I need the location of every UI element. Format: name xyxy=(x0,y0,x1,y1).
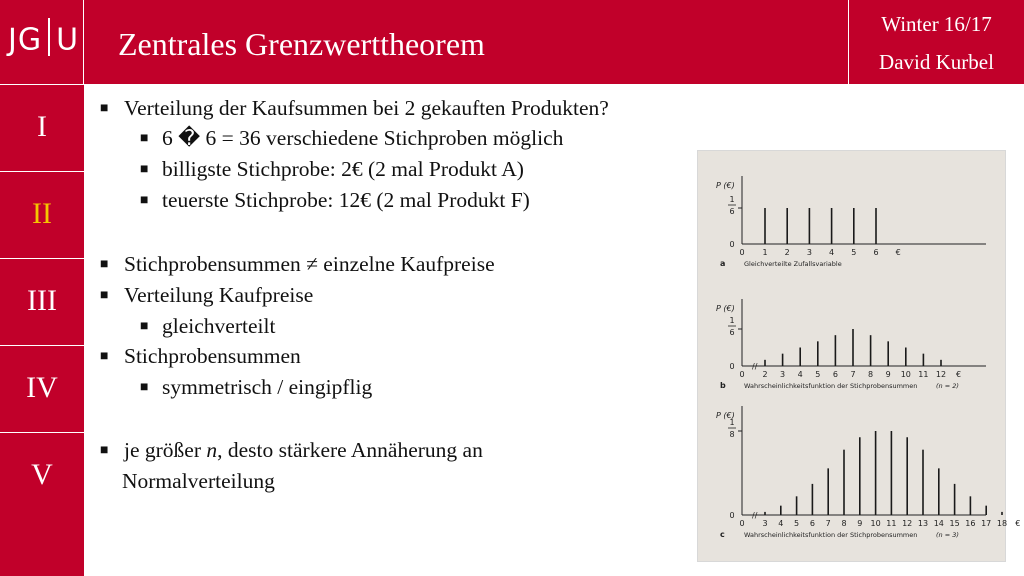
panel-letter: a xyxy=(720,259,726,268)
axis-break-mark: // xyxy=(752,362,758,371)
bullet-item: ■ je größer n, desto stärkere Annäherung an xyxy=(100,438,483,462)
x-tick-label: 5 xyxy=(815,370,821,379)
distribution-plots xyxy=(698,151,1021,561)
y-ref-denominator: 6 xyxy=(729,328,735,337)
header-bar xyxy=(0,0,1024,84)
x-tick-label: 13 xyxy=(917,519,929,528)
x-tick-label: 4 xyxy=(778,519,784,528)
x-tick-label: 7 xyxy=(825,519,831,528)
panel-letter: c xyxy=(720,530,725,539)
x-tick-label: 6 xyxy=(809,519,815,528)
x-tick-label: 9 xyxy=(885,370,891,379)
x-tick-label: 7 xyxy=(850,370,856,379)
x-tick-label: € xyxy=(1015,519,1021,528)
x-tick-label: 0 xyxy=(739,370,745,379)
x-tick-label: 4 xyxy=(829,248,835,257)
y-ref-numerator: 1 xyxy=(729,195,735,204)
y-ref-numerator: 1 xyxy=(729,418,735,427)
x-tick-label: 11 xyxy=(918,370,929,379)
logo-divider xyxy=(48,18,50,56)
y-ref-numerator: 1 xyxy=(729,316,735,325)
x-tick-label: 14 xyxy=(933,519,944,528)
bullet-continuation: Normalverteilung xyxy=(122,469,275,493)
x-tick-label: 8 xyxy=(868,370,874,379)
x-tick-label: 5 xyxy=(794,519,800,528)
x-tick-label: 11 xyxy=(886,519,897,528)
square-bullet-icon: ■ xyxy=(140,319,149,334)
x-tick-label: 12 xyxy=(902,519,913,528)
y-ref-denominator: 6 xyxy=(729,207,735,216)
x-tick-label: 15 xyxy=(949,519,960,528)
square-bullet-icon: ■ xyxy=(100,101,109,116)
semester-label: Winter 16/17 xyxy=(881,12,992,36)
bullet-item: ■ Verteilung Kaufpreise xyxy=(100,283,314,307)
x-tick-label: 3 xyxy=(806,248,812,257)
axis-break-mark: // xyxy=(752,511,758,520)
bullet-item: ■ Stichprobensummen xyxy=(100,344,301,368)
y-ref-denominator: 8 xyxy=(729,430,735,439)
x-tick-label: 3 xyxy=(780,370,786,379)
bullet-item: ■ Verteilung der Kaufsummen bei 2 gekauften Produkten? xyxy=(100,96,609,120)
x-tick-label: 2 xyxy=(784,248,790,257)
y-axis-label: P (€) xyxy=(716,411,735,420)
nav-item-2[interactable]: II xyxy=(0,171,84,255)
sub-bullet-item: ■ symmetrisch / eingipflig xyxy=(140,375,373,399)
x-tick-label: 10 xyxy=(870,519,881,528)
panel-letter: b xyxy=(720,381,726,390)
y-zero-label: 0 xyxy=(729,511,735,520)
nav-item-3[interactable]: III xyxy=(0,258,84,342)
x-tick-label: 6 xyxy=(832,370,838,379)
x-tick-label: € xyxy=(895,248,901,257)
author-label: David Kurbel xyxy=(879,50,994,74)
logo-text-right: U xyxy=(56,22,80,58)
square-bullet-icon: ■ xyxy=(100,288,109,303)
y-axis-label: P (€) xyxy=(716,181,735,190)
sub-bullet-item: ■ billigste Stichprobe: 2€ (2 mal Produkt A) xyxy=(140,157,524,181)
x-tick-label: 6 xyxy=(873,248,879,257)
y-zero-label: 0 xyxy=(729,240,735,249)
square-bullet-icon: ■ xyxy=(140,193,149,208)
info-box xyxy=(848,0,1024,84)
slide-title: Zentrales Grenzwerttheorem xyxy=(118,26,485,62)
x-tick-label: 12 xyxy=(935,370,947,379)
square-bullet-icon: ■ xyxy=(140,131,149,146)
x-tick-label: € xyxy=(956,370,962,379)
nav-item-1[interactable]: I xyxy=(0,84,84,168)
x-tick-label: 18 xyxy=(996,519,1008,528)
x-tick-label: 3 xyxy=(762,519,768,528)
x-tick-label: 10 xyxy=(900,370,911,379)
x-tick-label: 0 xyxy=(739,248,745,257)
x-tick-label: 9 xyxy=(857,519,863,528)
chapter-sidebar xyxy=(0,84,84,576)
x-tick-label: 5 xyxy=(851,248,857,257)
y-axis-label: P (€) xyxy=(716,304,735,313)
logo-cell xyxy=(0,0,84,84)
sub-bullet-item: ■ teuerste Stichprobe: 12€ (2 mal Produkt F) xyxy=(140,188,530,212)
nav-item-5[interactable]: V xyxy=(0,432,84,516)
square-bullet-icon: ■ xyxy=(100,443,109,458)
logo-text-left: JG xyxy=(8,22,43,58)
panel-n-label: (n = 2) xyxy=(936,382,959,390)
x-tick-label: 0 xyxy=(739,519,745,528)
bullet-item: ■ Stichprobensummen ≠ einzelne Kaufpreise xyxy=(100,252,495,276)
panel-caption: Wahrscheinlichkeitsfunktion der Stichprobensummen xyxy=(744,531,918,539)
square-bullet-icon: ■ xyxy=(100,257,109,272)
panel-n-label: (n = 3) xyxy=(936,531,959,539)
y-zero-label: 0 xyxy=(729,362,735,371)
nav-item-4[interactable]: IV xyxy=(0,345,84,429)
x-tick-label: 1 xyxy=(762,248,768,257)
panel-caption: Gleichverteilte Zufallsvariable xyxy=(744,260,842,268)
square-bullet-icon: ■ xyxy=(100,349,109,364)
x-tick-label: 17 xyxy=(981,519,992,528)
sub-bullet-item: ■ 6 � 6 = 36 verschiedene Stichproben möglich xyxy=(140,126,564,150)
square-bullet-icon: ■ xyxy=(140,162,149,177)
x-tick-label: 4 xyxy=(797,370,803,379)
square-bullet-icon: ■ xyxy=(140,380,149,395)
sub-bullet-item: ■ gleichverteilt xyxy=(140,314,276,338)
jgu-logo xyxy=(8,22,79,60)
distribution-figure xyxy=(697,150,1021,562)
panel-caption: Wahrscheinlichkeitsfunktion der Stichprobensummen xyxy=(744,382,918,390)
x-tick-label: 16 xyxy=(965,519,976,528)
x-tick-label: 2 xyxy=(762,370,768,379)
x-tick-label: 8 xyxy=(841,519,847,528)
